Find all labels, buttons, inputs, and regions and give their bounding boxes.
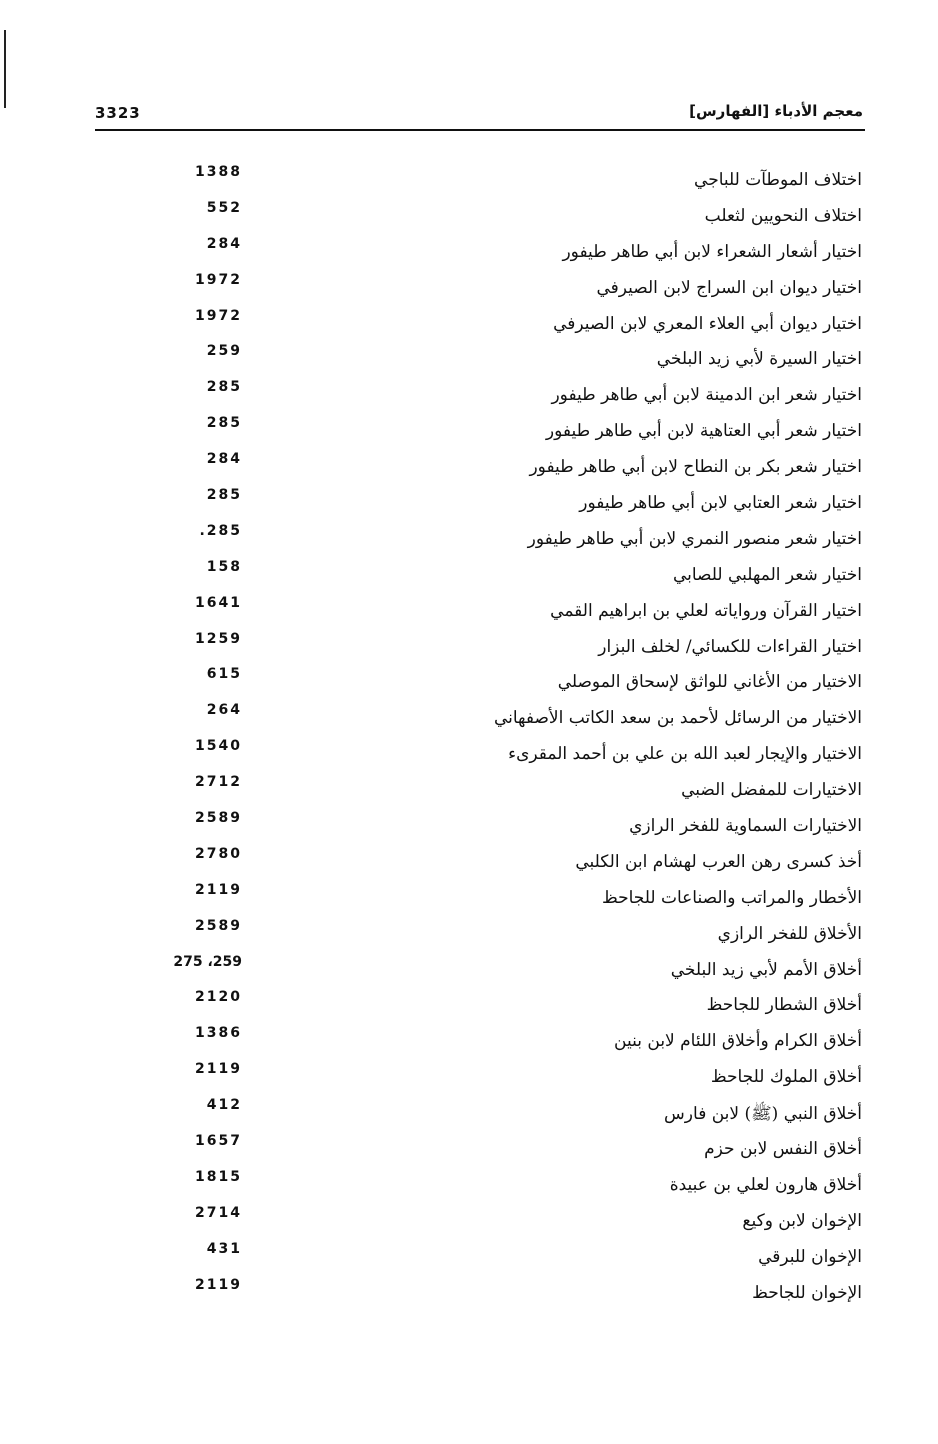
header-rule [95,129,865,131]
entry-title: اختيار السيرة لأبي زيد البلخي [656,349,862,370]
entry-pages: 284 [206,235,242,252]
entry-pages: 158 [206,558,242,575]
entry-pages: 2712 [195,774,242,791]
entry-title: أخلاق الملوك للجاحظ [710,1067,862,1088]
index-entry [0,343,938,379]
index-entry [0,954,938,990]
entry-title: اختيار ديوان أبي العلاء المعري لابن الصيرفي [553,313,862,334]
entry-pages: 1972 [195,271,242,288]
entry-title: أخلاق هارون لعلي بن عبيدة [669,1174,862,1195]
entry-title: اختيار أشعار الشعراء لابن أبي طاهر طيفور [562,241,862,262]
index-entry [0,1169,938,1205]
entry-pages: 285 [206,379,242,396]
index-entry [0,918,938,954]
entry-title: الإخوان لابن وكيع [742,1210,862,1231]
scan-edge-mark [4,30,6,108]
index-entry [0,1025,938,1061]
index-entry [0,236,938,272]
index-entry [0,487,938,523]
entry-title: أخذ كسرى رهن العرب لهشام ابن الكلبي [575,851,862,872]
entry-pages: 1972 [195,307,242,324]
index-entry [0,666,938,702]
entry-pages: 2589 [195,810,242,827]
entry-pages: 1386 [195,1025,242,1042]
entry-pages: 2589 [195,917,242,934]
entry-title: اختيار شعر منصور النمري لابن أبي طاهر طيفور [527,528,862,549]
entry-title: اختيار القرآن ورواياته لعلي بن ابراهيم القمي [550,600,862,621]
entry-title: أخلاق الشطار للجاحظ [706,995,862,1016]
entry-pages: 2119 [195,1276,242,1293]
page-header [95,104,863,128]
entry-title: الاختيار والإيجار لعبد الله بن علي بن أحمد المقرىء [508,744,862,765]
index-entry [0,631,938,667]
page-number: 3323 [95,104,141,122]
entry-pages: 285 [206,415,242,432]
running-title: معجم الأدباء [الفهارس] [689,102,863,120]
entry-title: اختلاف الموطآت للباجي [694,170,862,190]
entry-title: الاختيارات السماوية للفخر الرازي [629,816,862,837]
index-entry [0,379,938,415]
index-entry [0,415,938,451]
entry-pages: 1388 [195,164,242,180]
entry-title: اختيار شعر ابن الدمينة لابن أبي طاهر طيفور [551,385,862,406]
entry-pages: 275 ،259 [173,953,242,970]
entry-title: الاختيار من الرسائل لأحمد بن سعد الكاتب الأصفهاني [493,708,862,729]
entry-pages: 552 [206,199,242,216]
entry-title: أخلاق الكرام وأخلاق اللئام لابن بنين [614,1031,862,1052]
entry-pages: 2714 [195,1204,242,1221]
entry-title: الإخوان للبرقي [758,1246,862,1267]
entry-title: الاختيارات للمفضل الضبي [681,780,862,801]
index-entry [0,200,938,236]
entry-pages: 259 [206,343,242,360]
index-list [0,164,938,1313]
index-entry [0,523,938,559]
index-entry [0,164,938,200]
entry-pages: 2780 [195,845,242,862]
entry-pages: 284 [206,451,242,468]
index-entry [0,738,938,774]
entry-pages: 1815 [195,1168,242,1185]
index-entry [0,451,938,487]
index-entry [0,559,938,595]
entry-pages: 412 [206,1097,242,1114]
entry-title: أخلاق النبي (ﷺ) لابن فارس [664,1104,862,1125]
index-entry [0,846,938,882]
index-entry [0,810,938,846]
index-entry [0,702,938,738]
index-entry [0,989,938,1025]
entry-title: اختيار شعر بكر بن النطاح لابن أبي طاهر طيفور [529,457,862,478]
index-entry [0,1061,938,1097]
entry-pages: 431 [206,1240,242,1257]
entry-title: الأخلاق للفخر الرازي [717,923,862,944]
entry-title: اختيار شعر العتابي لابن أبي طاهر طيفور [579,493,862,514]
index-entry [0,1097,938,1133]
index-entry [0,308,938,344]
entry-pages: 615 [206,666,242,683]
entry-pages: 2119 [195,881,242,898]
entry-pages: 1657 [195,1133,242,1150]
entry-title: اختلاف النحويين لثعلب [704,205,862,226]
entry-pages: 1540 [195,738,242,755]
entry-title: اختيار شعر أبي العتاهية لابن أبي طاهر طيفور [545,421,862,442]
entry-pages: 1641 [195,594,242,611]
entry-pages: 1259 [195,630,242,647]
index-entry [0,774,938,810]
entry-title: أخلاق النفس لابن حزم [704,1139,862,1160]
entry-pages: 2119 [195,1061,242,1078]
index-entry [0,272,938,308]
entry-pages: 264 [206,702,242,719]
entry-title: اختيار شعر المهلبي للصابي [672,564,862,585]
entry-title: الاختيار من الأغاني للواثق لإسحاق الموصلي [557,672,862,693]
index-entry [0,1277,938,1313]
entry-title: اختيار ديوان ابن السراج لابن الصيرفي [596,277,862,298]
entry-title: اختيار القراءات للكسائي/ لخلف البزار [598,636,862,657]
entry-pages: 285 [206,487,242,504]
index-entry [0,1241,938,1277]
entry-pages: .285 [199,522,242,539]
index-entry [0,1205,938,1241]
index-entry [0,595,938,631]
index-entry [0,882,938,918]
entry-title: الأخطار والمراتب والصناعات للجاحظ [601,887,862,908]
entry-title: الإخوان للجاحظ [752,1282,862,1303]
entry-pages: 2120 [195,989,242,1006]
index-entry [0,1133,938,1169]
entry-title: أخلاق الأمم لأبي زيد البلخي [670,959,862,980]
